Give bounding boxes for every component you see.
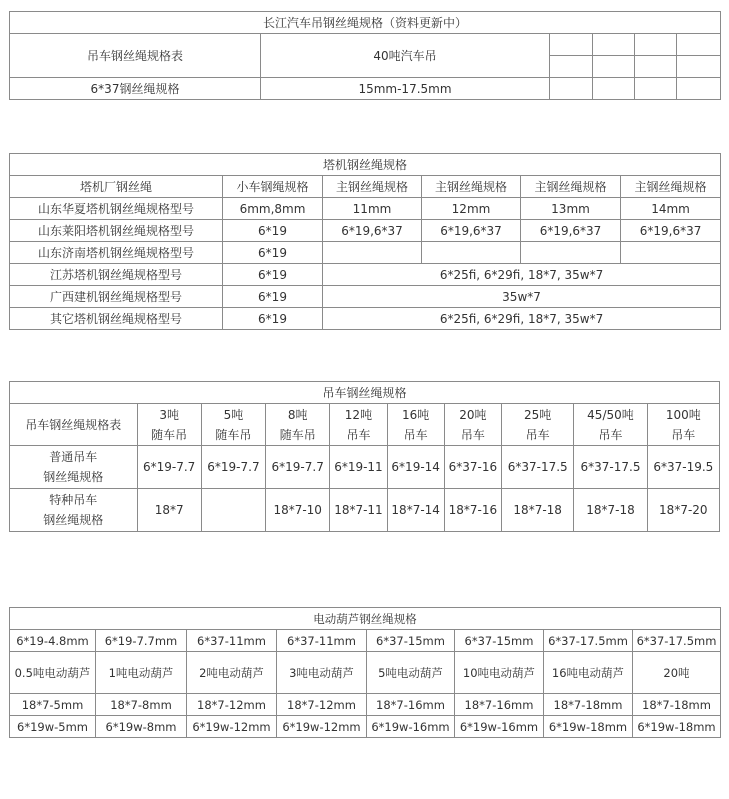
table-cell: 6*25fi, 6*29fi, 18*7, 35w*7 xyxy=(323,264,721,286)
crane-rope-spec-table-changjiang xyxy=(9,11,721,100)
row-label: 吊车钢丝绳规格表 xyxy=(10,34,261,78)
table-row xyxy=(10,286,721,308)
table-title: 吊车钢丝绳规格 xyxy=(10,382,720,404)
table-cell: 6*37-17.5 xyxy=(502,446,574,489)
header-cell: 主钢丝绳规格 xyxy=(621,176,721,198)
table-cell: 3吨电动葫芦 xyxy=(277,652,367,694)
header-label: 吊车钢丝绳规格表 xyxy=(10,404,138,446)
table-row xyxy=(10,264,721,286)
empty-cell xyxy=(677,34,721,56)
table-cell: 18*7-18 xyxy=(502,489,574,532)
empty-cell xyxy=(593,56,635,78)
table-row xyxy=(10,198,721,220)
table-cell: 6*37-11mm xyxy=(187,630,277,652)
table-cell: 6*37-19.5 xyxy=(647,446,719,489)
table-cell xyxy=(323,242,422,264)
table-cell: 11mm xyxy=(323,198,422,220)
table-cell: 0.5吨电动葫芦 xyxy=(10,652,96,694)
table-cell: 6mm,8mm xyxy=(223,198,323,220)
table-cell: 18*7-14 xyxy=(387,489,444,532)
table-cell: 6*19w-12mm xyxy=(187,716,277,738)
header-cell: 25吨 吊车 xyxy=(502,404,574,446)
header-cell: 主钢丝绳规格 xyxy=(422,176,521,198)
row-label: 山东济南塔机钢丝绳规格型号 xyxy=(10,242,223,264)
table-cell: 18*7-18 xyxy=(574,489,647,532)
empty-cell xyxy=(593,78,635,100)
table-cell: 18*7-11 xyxy=(330,489,387,532)
table-cell: 6*19-4.8mm xyxy=(10,630,96,652)
table-cell xyxy=(621,242,721,264)
table-cell: 6*37-16 xyxy=(444,446,501,489)
header-cell: 45/50吨 吊车 xyxy=(574,404,647,446)
row-label: 广西建机钢丝绳规格型号 xyxy=(10,286,223,308)
tower-crane-rope-spec-table xyxy=(9,153,721,330)
table-cell: 10吨电动葫芦 xyxy=(455,652,544,694)
table-cell: 6*19-11 xyxy=(330,446,387,489)
table-cell xyxy=(201,489,265,532)
header-cell: 12吨 吊车 xyxy=(330,404,387,446)
header-cell: 20吨 吊车 xyxy=(444,404,501,446)
table-row xyxy=(10,242,721,264)
table-title: 电动葫芦钢丝绳规格 xyxy=(10,608,721,630)
table-row xyxy=(10,716,721,738)
table-cell: 18*7-12mm xyxy=(277,694,367,716)
table-cell: 18*7-12mm xyxy=(187,694,277,716)
row-label: 山东华夏塔机钢丝绳规格型号 xyxy=(10,198,223,220)
table-cell: 6*19-7.7 xyxy=(137,446,201,489)
table-cell: 18*7-20 xyxy=(647,489,719,532)
table-cell: 6*25fi, 6*29fi, 18*7, 35w*7 xyxy=(323,308,721,330)
row-label: 其它塔机钢丝绳规格型号 xyxy=(10,308,223,330)
table-cell: 6*19,6*37 xyxy=(323,220,422,242)
table-row xyxy=(10,446,720,489)
table-cell: 35w*7 xyxy=(323,286,721,308)
table-cell xyxy=(422,242,521,264)
empty-cell xyxy=(593,34,635,56)
table-cell: 2吨电动葫芦 xyxy=(187,652,277,694)
empty-cell xyxy=(677,78,721,100)
header-cell: 8吨 随车吊 xyxy=(266,404,330,446)
header-cell: 小车钢绳规格 xyxy=(223,176,323,198)
table-cell: 6*19 xyxy=(223,264,323,286)
table-cell: 6*19-14 xyxy=(387,446,444,489)
table-cell: 6*19-7.7 xyxy=(201,446,265,489)
table-cell: 18*7-10 xyxy=(266,489,330,532)
table-cell: 6*37-11mm xyxy=(277,630,367,652)
table-cell: 18*7-16mm xyxy=(455,694,544,716)
table-row xyxy=(10,630,721,652)
table-cell: 14mm xyxy=(621,198,721,220)
row-label: 山东莱阳塔机钢丝绳规格型号 xyxy=(10,220,223,242)
header-cell: 塔机厂钢丝绳 xyxy=(10,176,223,198)
table-row xyxy=(10,652,721,694)
table-cell: 6*19,6*37 xyxy=(621,220,721,242)
table-cell: 6*37-17.5mm xyxy=(633,630,721,652)
empty-cell xyxy=(677,56,721,78)
table-row xyxy=(10,489,720,532)
table-cell: 6*37-15mm xyxy=(455,630,544,652)
electric-hoist-rope-spec-table xyxy=(9,607,721,738)
row-label: 6*37钢丝绳规格 xyxy=(10,78,261,100)
empty-cell xyxy=(635,34,677,56)
header-cell: 16吨 吊车 xyxy=(387,404,444,446)
table-cell: 6*37-17.5 xyxy=(574,446,647,489)
truck-crane-rope-spec-table xyxy=(9,381,720,532)
table-cell: 18*7-5mm xyxy=(10,694,96,716)
table-cell: 16吨电动葫芦 xyxy=(544,652,633,694)
table-title: 塔机钢丝绳规格 xyxy=(10,154,721,176)
empty-cell xyxy=(550,34,593,56)
header-cell: 主钢丝绳规格 xyxy=(521,176,621,198)
table-cell: 6*19w-16mm xyxy=(455,716,544,738)
table-cell: 18*7 xyxy=(137,489,201,532)
table-cell: 6*19-7.7 xyxy=(266,446,330,489)
table-cell xyxy=(521,242,621,264)
empty-cell xyxy=(635,56,677,78)
table-cell: 6*19w-18mm xyxy=(633,716,721,738)
table-cell: 6*19w-8mm xyxy=(96,716,187,738)
row-label: 江苏塔机钢丝绳规格型号 xyxy=(10,264,223,286)
table-cell: 6*37-17.5mm xyxy=(544,630,633,652)
table-cell: 6*19,6*37 xyxy=(521,220,621,242)
table-row xyxy=(10,220,721,242)
header-cell: 100吨 吊车 xyxy=(647,404,719,446)
table-cell: 6*19-7.7mm xyxy=(96,630,187,652)
header-cell: 5吨 随车吊 xyxy=(201,404,265,446)
empty-cell xyxy=(550,78,593,100)
table-cell: 12mm xyxy=(422,198,521,220)
table-cell: 18*7-8mm xyxy=(96,694,187,716)
table-cell: 6*19 xyxy=(223,220,323,242)
empty-cell xyxy=(635,78,677,100)
table-cell: 6*19w-16mm xyxy=(367,716,455,738)
empty-cell xyxy=(550,56,593,78)
table-row xyxy=(10,694,721,716)
row-label: 特种吊车 钢丝绳规格 xyxy=(10,489,138,532)
table-cell: 18*7-16mm xyxy=(367,694,455,716)
table-cell: 5吨电动葫芦 xyxy=(367,652,455,694)
table-cell: 6*19w-18mm xyxy=(544,716,633,738)
row-label: 普通吊车 钢丝绳规格 xyxy=(10,446,138,489)
table-cell: 18*7-18mm xyxy=(544,694,633,716)
header-cell: 主钢丝绳规格 xyxy=(323,176,422,198)
table-cell: 18*7-18mm xyxy=(633,694,721,716)
table-cell: 1吨电动葫芦 xyxy=(96,652,187,694)
table-cell: 6*37-15mm xyxy=(367,630,455,652)
table-cell: 6*19 xyxy=(223,242,323,264)
table-row xyxy=(10,308,721,330)
table-cell: 6*19w-12mm xyxy=(277,716,367,738)
rope-range: 15mm-17.5mm xyxy=(261,78,550,100)
table-cell: 6*19 xyxy=(223,308,323,330)
table-cell: 6*19w-5mm xyxy=(10,716,96,738)
table-cell: 6*19 xyxy=(223,286,323,308)
table-title: 长江汽车吊钢丝绳规格（资料更新中） xyxy=(10,12,721,34)
table-cell: 20吨 xyxy=(633,652,721,694)
table-cell: 18*7-16 xyxy=(444,489,501,532)
table-cell: 6*19,6*37 xyxy=(422,220,521,242)
crane-type: 40吨汽车吊 xyxy=(261,34,550,78)
header-cell: 3吨 随车吊 xyxy=(137,404,201,446)
table-cell: 13mm xyxy=(521,198,621,220)
